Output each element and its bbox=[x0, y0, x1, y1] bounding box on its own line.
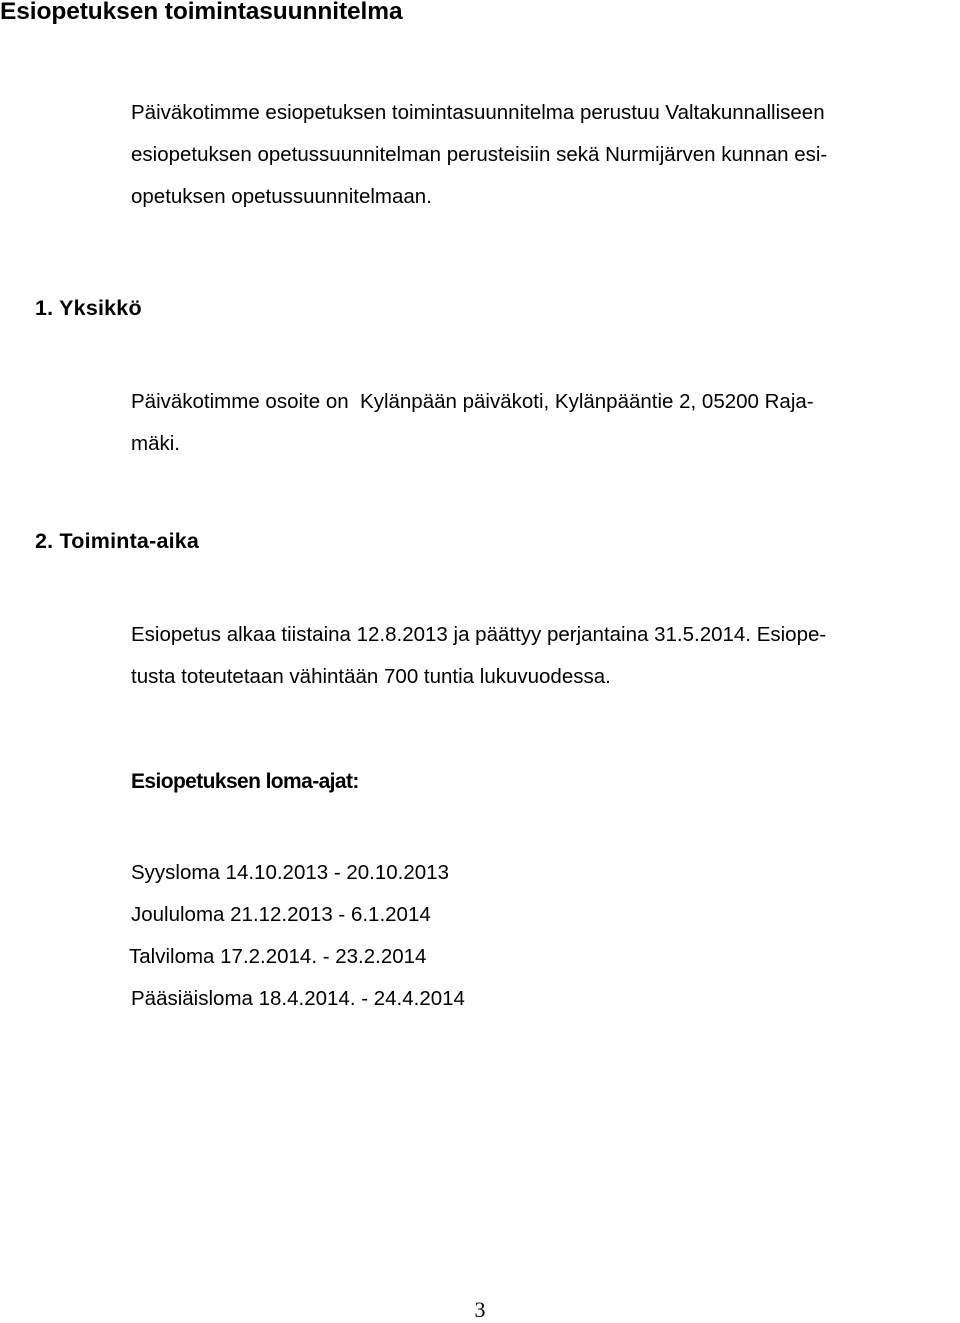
section-1-line-2: mäki. bbox=[131, 432, 180, 455]
holiday-item-autumn: Syysloma 14.10.2013 - 20.10.2013 bbox=[131, 861, 449, 884]
intro-line-3: opetuksen opetussuunnitelmaan. bbox=[131, 185, 432, 208]
document-title: Esiopetuksen toimintasuunnitelma bbox=[0, 0, 403, 25]
holidays-heading: Esiopetuksen loma-ajat: bbox=[131, 770, 359, 793]
section-1-heading: 1. Yksikkö bbox=[35, 296, 142, 320]
section-2-line-2: tusta toteutetaan vähintään 700 tuntia lukuvuodessa. bbox=[131, 665, 611, 688]
section-2-heading: 2. Toiminta-aika bbox=[35, 529, 200, 553]
intro-line-2: esiopetuksen opetussuunnitelman perusteisiin sekä Nurmijärven kunnan esi- bbox=[131, 143, 828, 166]
page-number: 3 bbox=[474, 1297, 486, 1322]
intro-line-1: Päiväkotimme esiopetuksen toimintasuunnitelma perustuu Valtakunnalliseen bbox=[131, 101, 825, 124]
holiday-item-winter: Talviloma 17.2.2014. - 23.2.2014 bbox=[129, 945, 427, 968]
holiday-item-easter: Pääsiäisloma 18.4.2014. - 24.4.2014 bbox=[131, 987, 465, 1010]
holiday-item-christmas: Joululoma 21.12.2013 - 6.1.2014 bbox=[131, 903, 431, 926]
section-2-line-1: Esiopetus alkaa tiistaina 12.8.2013 ja päättyy perjantaina 31.5.2014. Esiope- bbox=[131, 623, 827, 646]
section-1-line-1: Päiväkotimme osoite on Kylänpään päiväkoti, Kylänpääntie 2, 05200 Raja- bbox=[131, 390, 814, 413]
